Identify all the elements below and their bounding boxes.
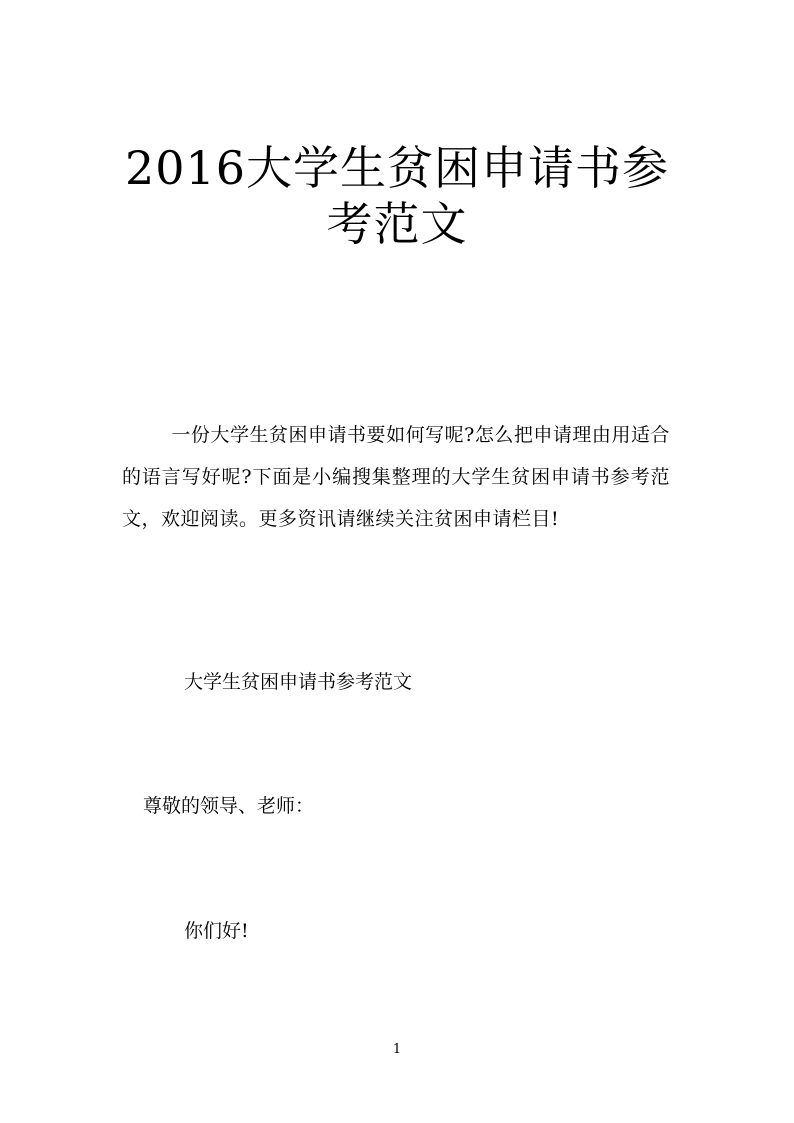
- document-title: 2016大学生贫困申请书参考范文: [124, 141, 670, 251]
- salutation: 尊敬的领导、老师：: [143, 795, 315, 817]
- page-number: 1: [392, 1042, 402, 1057]
- intro-paragraph: 一份大学生贫困申请书要如何写呢?怎么把申请理由用适合的语言写好呢?下面是小编搜集整理的大学生贫困申请书参考范文，欢迎阅读。更多资讯请继续关注贫困申请栏目!: [122, 424, 670, 530]
- greeting: 你们好!: [184, 920, 249, 942]
- section-subheading: 大学生贫困申请书参考范文: [184, 671, 413, 693]
